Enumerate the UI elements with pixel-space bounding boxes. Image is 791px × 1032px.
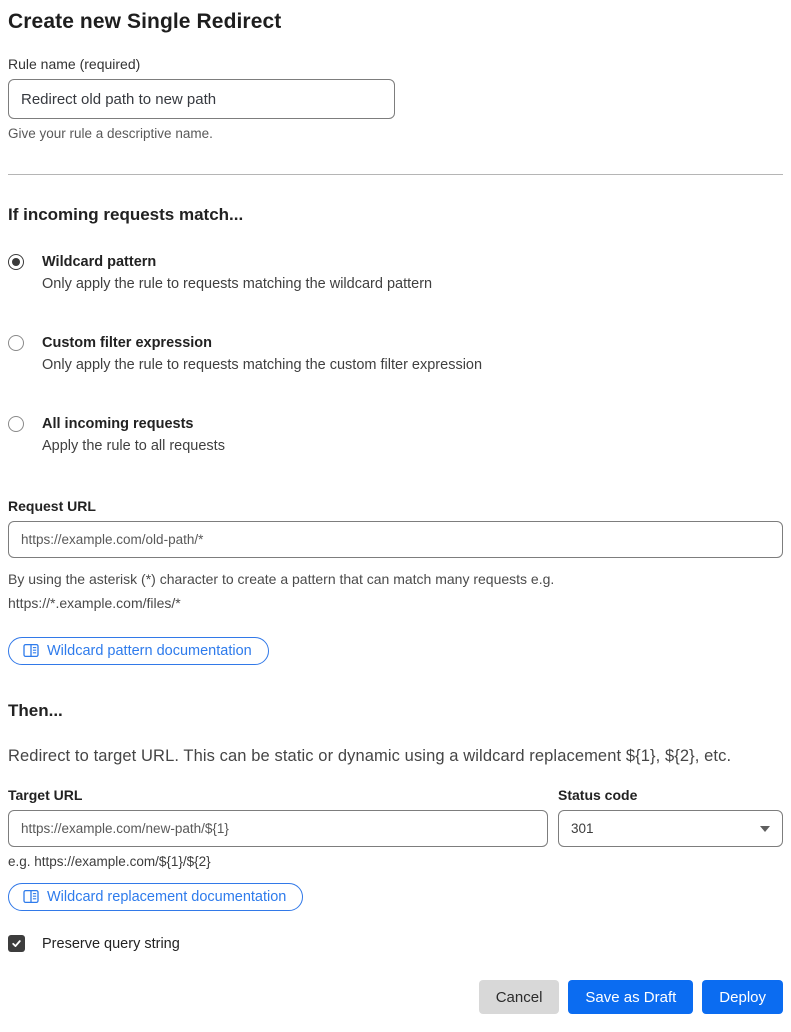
match-type-radio-group xyxy=(8,251,783,458)
request-url-input[interactable] xyxy=(8,521,783,558)
radio-description-wildcard-pattern: Only apply the rule to requests matching the wildcard pattern xyxy=(42,276,433,292)
status-code-select[interactable] xyxy=(558,810,783,847)
save-as-draft-button[interactable]: Save as Draft xyxy=(568,980,693,1014)
deploy-button[interactable]: Deploy xyxy=(702,980,783,1014)
radio-button-all-requests[interactable] xyxy=(8,416,24,432)
radio-label-custom-filter[interactable]: Custom filter expression xyxy=(42,335,213,351)
target-and-status-row xyxy=(8,787,783,869)
radio-option-wildcard-pattern[interactable] xyxy=(8,251,783,296)
radio-option-all-requests[interactable] xyxy=(8,413,783,458)
request-url-helper xyxy=(8,567,783,615)
wildcard-pattern-docs-label: Wildcard pattern documentation xyxy=(47,642,252,659)
then-section-description: Redirect to target URL. This can be static or dynamic using a wildcard replacement ${1}, ${2}, etc. xyxy=(8,747,732,765)
radio-option-custom-filter[interactable] xyxy=(8,332,783,377)
radio-button-custom-filter[interactable] xyxy=(8,335,24,351)
rule-name-input[interactable] xyxy=(8,79,395,119)
preserve-query-string-row[interactable] xyxy=(8,935,783,952)
wildcard-replacement-docs-label: Wildcard replacement documentation xyxy=(47,888,287,905)
request-url-helper-line1: By using the asterisk (*) character to create a pattern that can match many requests e.g. xyxy=(8,571,555,587)
radio-label-all-requests[interactable]: All incoming requests xyxy=(42,416,194,432)
preserve-query-string-checkbox[interactable] xyxy=(8,935,25,952)
status-code-value: 301 xyxy=(571,821,594,836)
open-book-icon xyxy=(23,889,39,904)
target-url-column xyxy=(8,787,548,869)
preserve-query-string-label: Preserve query string xyxy=(42,935,180,952)
footer-actions xyxy=(8,980,783,1022)
request-url-helper-line2: https://*.example.com/files/* xyxy=(8,595,181,611)
status-code-column xyxy=(558,787,783,869)
radio-description-all-requests: Apply the rule to all requests xyxy=(42,438,225,454)
request-url-block xyxy=(8,498,783,665)
cancel-button[interactable]: Cancel xyxy=(479,980,560,1014)
checkmark-icon xyxy=(11,938,22,949)
radio-description-custom-filter: Only apply the rule to requests matching the custom filter expression xyxy=(42,357,483,373)
page-title: Create new Single Redirect xyxy=(8,10,282,33)
caret-down-icon xyxy=(760,826,770,832)
target-url-helper: e.g. https://example.com/${1}/${2} xyxy=(8,854,211,869)
open-book-icon xyxy=(23,643,39,658)
radio-button-wildcard-pattern[interactable] xyxy=(8,254,24,270)
status-code-label: Status code xyxy=(558,787,638,803)
rule-name-label: Rule name (required) xyxy=(8,56,141,72)
wildcard-replacement-docs-button[interactable] xyxy=(8,883,303,911)
request-url-label: Request URL xyxy=(8,498,96,514)
section-divider xyxy=(8,174,783,175)
target-url-label: Target URL xyxy=(8,787,83,803)
rule-name-helper: Give your rule a descriptive name. xyxy=(8,126,213,141)
then-section-heading: Then... xyxy=(8,701,63,720)
radio-label-wildcard-pattern[interactable]: Wildcard pattern xyxy=(42,254,157,270)
target-url-input[interactable] xyxy=(8,810,548,847)
match-section-heading: If incoming requests match... xyxy=(8,205,244,224)
wildcard-pattern-docs-button[interactable] xyxy=(8,637,269,665)
